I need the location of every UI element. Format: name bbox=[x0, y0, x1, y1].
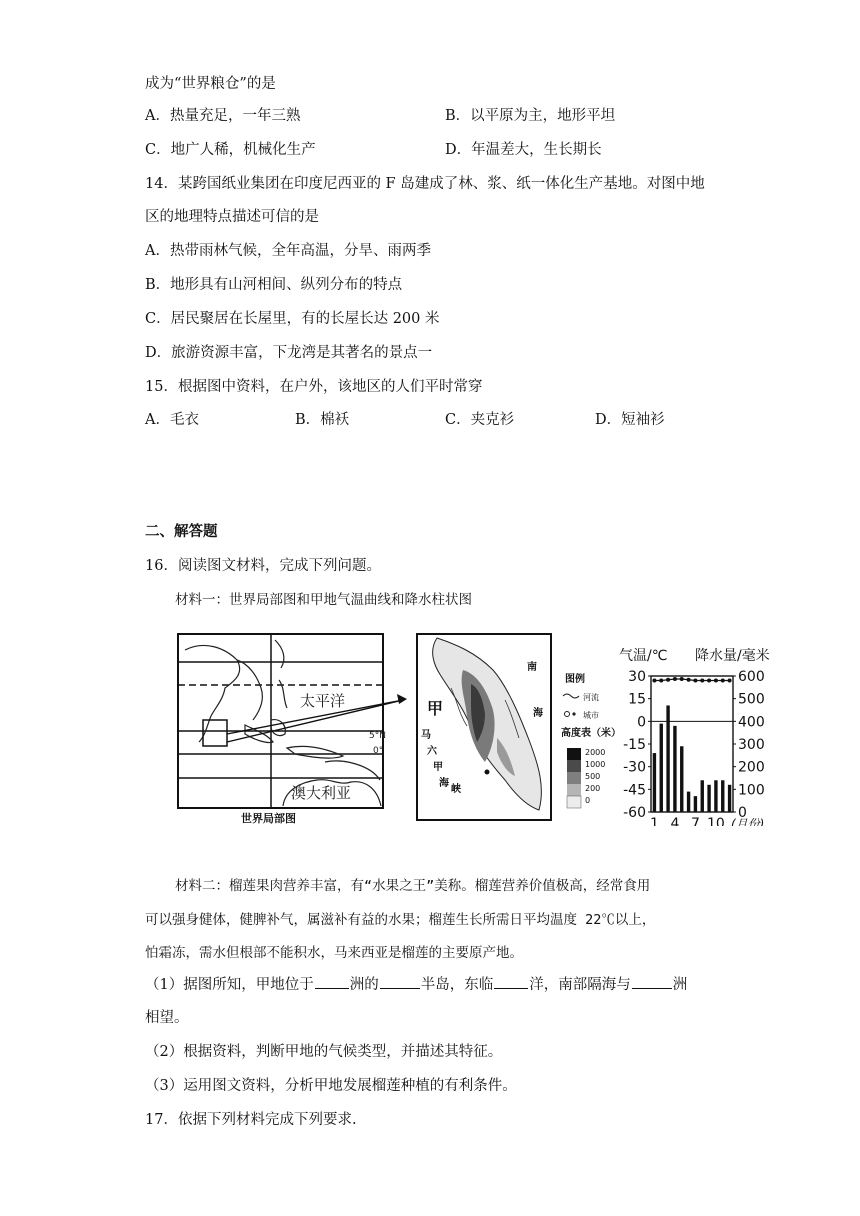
elev-500: 500 bbox=[585, 772, 601, 781]
figure-material-one bbox=[175, 630, 785, 826]
x-tick-label: 4 bbox=[670, 816, 680, 826]
precip-bar bbox=[694, 796, 697, 812]
temperature-point bbox=[659, 679, 663, 683]
elev-200: 200 bbox=[585, 784, 601, 793]
strait-char-2: 六 bbox=[427, 746, 437, 757]
section-title: 二、解答题 bbox=[145, 523, 218, 540]
right-tick-label: 300 bbox=[738, 737, 765, 753]
right-tick-label: 600 bbox=[738, 669, 765, 685]
temperature-point bbox=[693, 679, 697, 683]
material-one-label: 材料一：世界局部图和甲地气温曲线和降水柱状图 bbox=[175, 592, 472, 608]
sub-question-2: （2）根据资料，判断甲地的气候类型，并描述其特征。 bbox=[145, 1044, 503, 1060]
chart-plot-frame bbox=[651, 676, 733, 812]
right-tick-label: 200 bbox=[738, 759, 765, 776]
temp-axis-label: 气温/℃ bbox=[619, 648, 668, 664]
material-two-line3: 怕霜冻，需水但根部不能积水，马来西亚是榴莲的主要原产地。 bbox=[145, 945, 523, 961]
precip-bar bbox=[653, 753, 656, 812]
sub-question-1 bbox=[145, 974, 687, 995]
q17-stem: 17．依据下列材料完成下列要求. bbox=[145, 1112, 357, 1128]
left-tick-label: -45 bbox=[623, 782, 646, 799]
elev-1000: 1000 bbox=[585, 760, 606, 769]
lat-5n-label: 5°N bbox=[369, 731, 386, 741]
left-tick-label: 0 bbox=[637, 714, 646, 731]
elev-2000: 2000 bbox=[585, 748, 606, 757]
right-tick-label: 400 bbox=[738, 714, 765, 731]
precip-bar bbox=[701, 780, 704, 812]
temperature-point bbox=[680, 677, 684, 681]
legend-city: 城市 bbox=[583, 711, 599, 720]
left-tick-label: -60 bbox=[623, 805, 646, 821]
q13-stem-tail: 成为“世界粮仓”的是 bbox=[145, 76, 276, 92]
answer-blank-4[interactable] bbox=[632, 974, 672, 989]
temperature-point bbox=[666, 678, 670, 682]
x-tick-label: 7 bbox=[690, 816, 700, 826]
right-tick-label: 0 bbox=[738, 805, 747, 821]
right-tick-label: 100 bbox=[738, 782, 765, 799]
strait-char-3: 甲 bbox=[433, 762, 443, 773]
elevation-title: 高度表（米） bbox=[561, 728, 621, 739]
lat-0-label: 0° bbox=[373, 746, 384, 756]
q15-option-c: C．夹克衫 bbox=[445, 412, 515, 428]
left-tick-label: -15 bbox=[623, 737, 646, 753]
answer-blank-3[interactable] bbox=[494, 974, 528, 989]
precip-bar bbox=[721, 780, 724, 812]
precip-bar bbox=[714, 780, 717, 812]
x-tick-label: 1 bbox=[649, 816, 659, 826]
legend-title: 图例 bbox=[565, 674, 585, 685]
temperature-point bbox=[728, 679, 732, 683]
precip-bar bbox=[687, 792, 690, 812]
q15-option-a: A．毛衣 bbox=[145, 412, 199, 428]
answer-blank-1[interactable] bbox=[315, 974, 349, 989]
strait-char-5: 峡 bbox=[451, 784, 461, 795]
q15-stem: 15．根据图中资料，在户外，该地区的人们平时常穿 bbox=[145, 379, 483, 395]
temperature-point bbox=[721, 679, 725, 683]
detail-map bbox=[417, 634, 621, 820]
sub1-part-c: 半岛，东临 bbox=[420, 977, 494, 993]
q14-stem-line2: 区的地理特点描述可信的是 bbox=[145, 209, 319, 225]
q16-stem: 16．阅读图文材料，完成下列问题。 bbox=[145, 558, 381, 574]
temperature-point bbox=[673, 677, 677, 681]
south-sea-char-1: 南 bbox=[527, 662, 537, 673]
precip-bar bbox=[666, 705, 669, 812]
right-tick-label: 500 bbox=[738, 691, 765, 708]
sub-question-1-line2: 相望。 bbox=[145, 1010, 189, 1026]
temperature-point bbox=[700, 679, 704, 683]
precip-bar bbox=[707, 785, 710, 812]
precip-axis-label: 降水量/毫米 bbox=[695, 648, 770, 664]
q14-stem-line1: 14．某跨国纸业集团在印度尼西亚的 F 岛建成了林、浆、纸一体化生产基地。对图中地 bbox=[145, 176, 705, 192]
temperature-point bbox=[687, 678, 691, 682]
precip-bar bbox=[680, 746, 683, 812]
precip-bar bbox=[673, 726, 676, 812]
left-tick-label: 30 bbox=[628, 669, 646, 685]
chart-layer bbox=[623, 669, 765, 826]
material-two-line2: 可以强身健体，健脾补气，属滋补有益的水果；榴莲生长所需日平均温度 22℃以上， bbox=[145, 912, 656, 928]
strait-char-1: 马 bbox=[421, 730, 431, 741]
material-two-line1: 材料二：榴莲果肉营养丰富，有“水果之王”美称。榴莲营养价值极高，经常食用 bbox=[175, 878, 651, 894]
left-tick-label: -30 bbox=[623, 759, 646, 776]
temperature-point bbox=[707, 679, 711, 683]
sub-question-3: （3）运用图文资料，分析甲地发展榴莲种植的有利条件。 bbox=[145, 1078, 517, 1094]
legend-river: 河流 bbox=[583, 693, 599, 702]
climate-chart bbox=[619, 647, 770, 826]
sub1-part-d: 洋，南部隔海与 bbox=[529, 977, 631, 993]
precip-bar bbox=[728, 785, 731, 812]
q13-option-a: A．热量充足，一年三熟 bbox=[145, 108, 301, 124]
sub1-part-a: （1）据图所知，甲地位于 bbox=[145, 977, 314, 993]
q13-option-b: B．以平原为主，地形平坦 bbox=[445, 108, 616, 124]
figure-svg bbox=[175, 630, 785, 826]
temperature-line bbox=[654, 679, 729, 681]
q15-option-d: D．短袖衫 bbox=[595, 412, 665, 428]
answer-blank-2[interactable] bbox=[380, 974, 420, 989]
q14-option-d: D．旅游资源丰富，下龙湾是其著名的景点一 bbox=[145, 345, 433, 361]
temperature-point bbox=[714, 679, 718, 683]
q13-option-d: D．年温差大，生长期长 bbox=[445, 142, 602, 158]
sub1-part-e: 洲 bbox=[672, 977, 688, 993]
q14-option-a: A．热带雨林气候，全年高温，分旱、雨两季 bbox=[145, 243, 431, 259]
south-sea-char-2: 海 bbox=[533, 708, 543, 719]
world-map-caption: 世界局部图 bbox=[241, 812, 296, 825]
x-tick-label: 10 bbox=[707, 816, 725, 826]
elev-0: 0 bbox=[585, 796, 591, 805]
jia-label: 甲 bbox=[427, 699, 444, 718]
q13-option-c: C．地广人稀，机械化生产 bbox=[145, 142, 316, 158]
strait-char-4: 海 bbox=[439, 778, 449, 789]
q14-option-b: B．地形具有山河相间、纵列分布的特点 bbox=[145, 277, 403, 293]
australia-label: 澳大利亚 bbox=[291, 784, 352, 802]
sub1-part-b: 洲的 bbox=[349, 977, 379, 993]
pacific-label: 太平洋 bbox=[300, 692, 346, 710]
q15-option-b: B．棉袄 bbox=[295, 412, 350, 428]
left-tick-label: 15 bbox=[628, 691, 646, 708]
temperature-point bbox=[652, 679, 656, 683]
q14-option-c: C．居民聚居在长屋里，有的长屋长达 200 米 bbox=[145, 311, 440, 327]
precip-bar bbox=[660, 724, 663, 812]
month-unit-label: (月份) bbox=[731, 817, 765, 826]
